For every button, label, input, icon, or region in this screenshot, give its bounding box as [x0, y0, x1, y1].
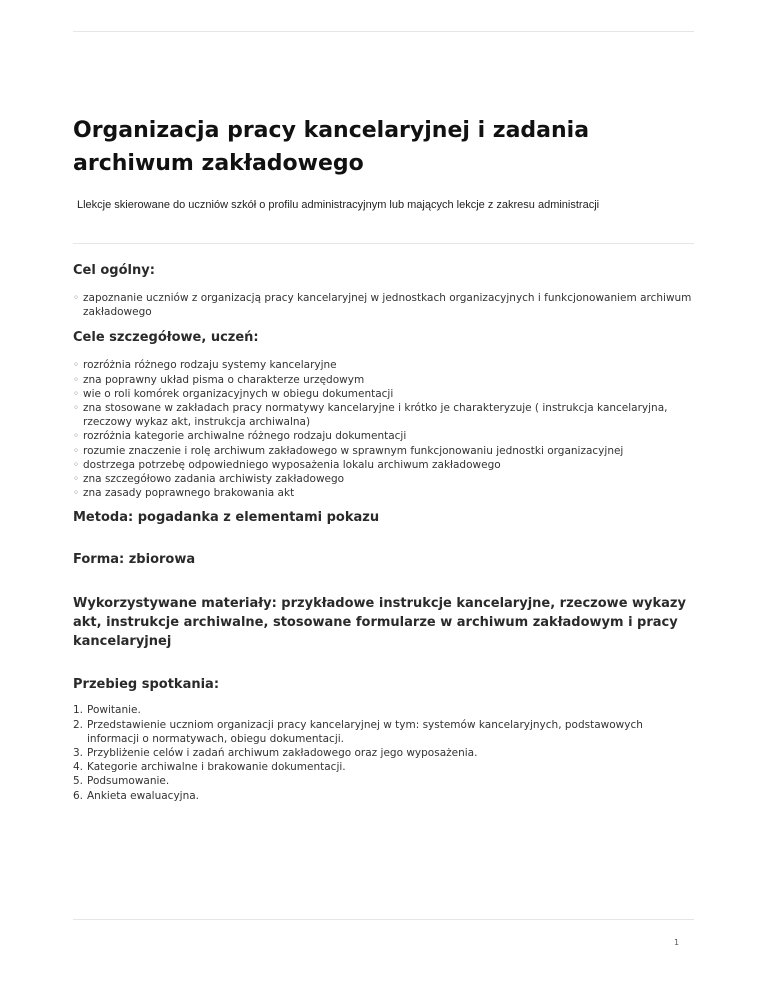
item-number: 5.	[73, 775, 84, 788]
section-heading-materialy: Wykorzystywane materiały: przykładowe instrukcje kancelaryjne, rzeczowe wykazy akt, instrukcje archiwalne, stosowane formularze w archiwum zakładowym i pracy kancelaryjnej	[73, 596, 686, 650]
item-number: 6.	[73, 789, 84, 802]
document-subtitle: Llekcje skierowane do uczniów szkół o profilu administracyjnym lub mających lekcje z zakresu administracji	[77, 199, 600, 211]
item-text: Przybliżenie celów i zadań archiwum zakładowego oraz jego wyposażenia.	[87, 747, 478, 760]
list-item: ◦ zna zasady poprawnego brakowania akt	[73, 486, 698, 500]
list-item: ◦ dostrzega potrzebę odpowiedniego wyposażenia lokalu archiwum zakładowego	[73, 458, 698, 472]
list-item	[73, 718, 698, 746]
list-item: ◦ rozróżnia kategorie archiwalne różnego rodzaju dokumentacji	[73, 429, 698, 443]
section-heading-przebieg: Przebieg spotkania:	[73, 677, 220, 693]
przebieg-list	[73, 703, 698, 802]
header-divider	[73, 243, 694, 244]
list-item	[73, 746, 698, 760]
list-item: ◦ rozumie znaczenie i rolę archiwum zakładowego w sprawnym funkcjonowaniu jednostki organizacyjnej	[73, 444, 698, 458]
section-heading-cel-ogolny: Cel ogólny:	[73, 263, 155, 278]
list-item	[73, 774, 698, 788]
cel-ogolny-list	[73, 291, 698, 319]
item-text: Ankieta ewaluacyjna.	[87, 789, 200, 802]
item-text: Powitanie.	[87, 704, 141, 717]
list-item: ◦ zapoznanie uczniów z organizacją pracy kancelaryjnej w jednostkach organizacyjnych i funkcjonowaniem archiwum zakładowego	[73, 291, 698, 319]
page-number: 1	[674, 938, 680, 947]
item-number: 2.	[73, 718, 84, 731]
item-text: Przedstawienie uczniom organizacji pracy kancelaryjnej w tym: systemów kancelaryjnych, podstawowych informacji o normatywach, obiegu dokumentacji.	[87, 718, 643, 745]
document-body	[73, 262, 698, 803]
section-heading-cele-szczegolowe: Cele szczegółowe, uczeń:	[73, 330, 259, 346]
cele-szczegolowe-list	[73, 358, 698, 500]
section-heading-metoda: Metoda: pogadanka z elementami pokazu	[73, 510, 380, 526]
document-title: Organizacja pracy kancelaryjnej i zadania archiwum zakładowego	[73, 118, 590, 176]
list-item: ◦ wie o roli komórek organizacyjnych w obiegu dokumentacji	[73, 387, 698, 401]
section-heading-forma: Forma: zbiorowa	[73, 552, 196, 568]
list-item: ◦ zna szczegółowo zadania archiwisty zakładowego	[73, 472, 698, 486]
item-text: Podsumowanie.	[87, 775, 170, 788]
footer-divider	[73, 919, 694, 920]
item-number: 4.	[73, 761, 84, 774]
item-text: Kategorie archiwalne i brakowanie dokumentacji.	[87, 761, 346, 774]
top-divider	[73, 31, 694, 32]
list-item: ◦ zna poprawny układ pisma o charakterze urzędowym	[73, 373, 698, 387]
item-number: 1.	[73, 704, 84, 717]
list-item	[73, 789, 698, 803]
list-item	[73, 703, 698, 717]
list-item: ◦ zna stosowane w zakładach pracy normatywy kancelaryjne i krótko je charakteryzuje ( instrukcja kancelaryjna, rzeczowy wykaz akt, instrukcja archiwalna)	[73, 401, 698, 429]
item-number: 3.	[73, 747, 84, 760]
list-item: ◦ rozróżnia różnego rodzaju systemy kancelaryjne	[73, 358, 698, 372]
list-item	[73, 760, 698, 774]
